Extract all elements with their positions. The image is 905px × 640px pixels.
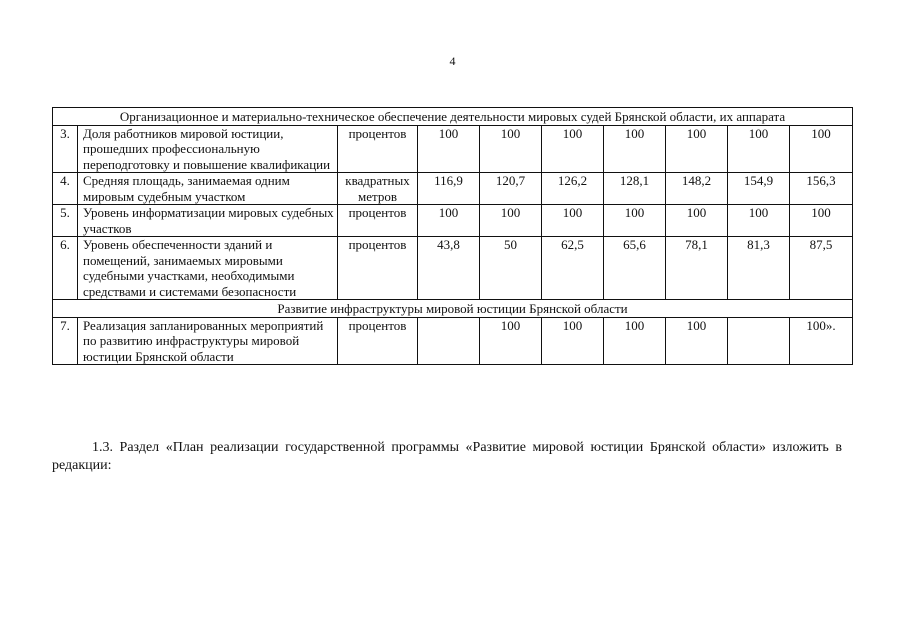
section-header-row (53, 108, 853, 126)
value-cell: 81,3 (728, 237, 790, 300)
value-cell: 128,1 (604, 173, 666, 205)
value-cell: 100 (542, 317, 604, 365)
value-cell: 100 (790, 125, 853, 173)
value-cell: 100 (666, 205, 728, 237)
value-cell: 100 (604, 205, 666, 237)
row-number: 3. (53, 125, 78, 173)
value-cell: 100 (728, 205, 790, 237)
value-cell: 100 (666, 125, 728, 173)
body-paragraph: 1.3. Раздел «План реализации государственной программы «Развитие мировой юстиции Брянской области» изложить в редакции: (52, 440, 842, 473)
value-cell: 100 (604, 125, 666, 173)
value-cell: 100 (480, 125, 542, 173)
row-number: 6. (53, 237, 78, 300)
section-title: Развитие инфраструктуры мировой юстиции Брянской области (53, 300, 853, 318)
value-cell (728, 317, 790, 365)
table-row (53, 237, 853, 300)
row-number: 4. (53, 173, 78, 205)
indicator-name: Уровень обеспеченности зданий и помещений, занимаемых мировыми судебными участками, необходимыми средствами и системами безопасности (78, 237, 338, 300)
page-number: 4 (449, 54, 456, 68)
unit-cell: квадратных метров (338, 173, 418, 205)
value-cell: 50 (480, 237, 542, 300)
value-cell: 100 (480, 205, 542, 237)
section-header-row (53, 300, 853, 318)
value-cell: 100 (666, 317, 728, 365)
indicator-name: Уровень информатизации мировых судебных участков (78, 205, 338, 237)
table-row (53, 173, 853, 205)
value-cell: 62,5 (542, 237, 604, 300)
indicator-name: Реализация запланированных мероприятий по развитию инфраструктуры мировой юстиции Брянской области (78, 317, 338, 365)
value-cell: 78,1 (666, 237, 728, 300)
unit-cell: процентов (338, 205, 418, 237)
indicator-name: Средняя площадь, занимаемая одним мировым судебным участком (78, 173, 338, 205)
value-cell: 100 (604, 317, 666, 365)
value-cell: 100 (542, 205, 604, 237)
value-cell: 100 (728, 125, 790, 173)
value-cell: 87,5 (790, 237, 853, 300)
value-cell: 154,9 (728, 173, 790, 205)
value-cell (418, 317, 480, 365)
value-cell: 100 (542, 125, 604, 173)
value-cell: 65,6 (604, 237, 666, 300)
value-cell: 156,3 (790, 173, 853, 205)
table-row (53, 125, 853, 173)
unit-cell: процентов (338, 237, 418, 300)
unit-cell: процентов (338, 125, 418, 173)
table-row (53, 317, 853, 365)
row-number: 5. (53, 205, 78, 237)
section-title: Организационное и материально-техническое обеспечение деятельности мировых судей Брянской области, их аппарата (53, 108, 853, 126)
value-cell: 116,9 (418, 173, 480, 205)
value-cell: 100 (418, 205, 480, 237)
row-number: 7. (53, 317, 78, 365)
value-cell: 100». (790, 317, 853, 365)
value-cell: 126,2 (542, 173, 604, 205)
value-cell: 43,8 (418, 237, 480, 300)
value-cell: 100 (480, 317, 542, 365)
value-cell: 100 (418, 125, 480, 173)
indicator-name: Доля работников мировой юстиции, прошедших профессиональную переподготовку и повышение квалификации (78, 125, 338, 173)
value-cell: 148,2 (666, 173, 728, 205)
value-cell: 100 (790, 205, 853, 237)
unit-cell: процентов (338, 317, 418, 365)
value-cell: 120,7 (480, 173, 542, 205)
indicators-table (52, 107, 853, 365)
table-row (53, 205, 853, 237)
